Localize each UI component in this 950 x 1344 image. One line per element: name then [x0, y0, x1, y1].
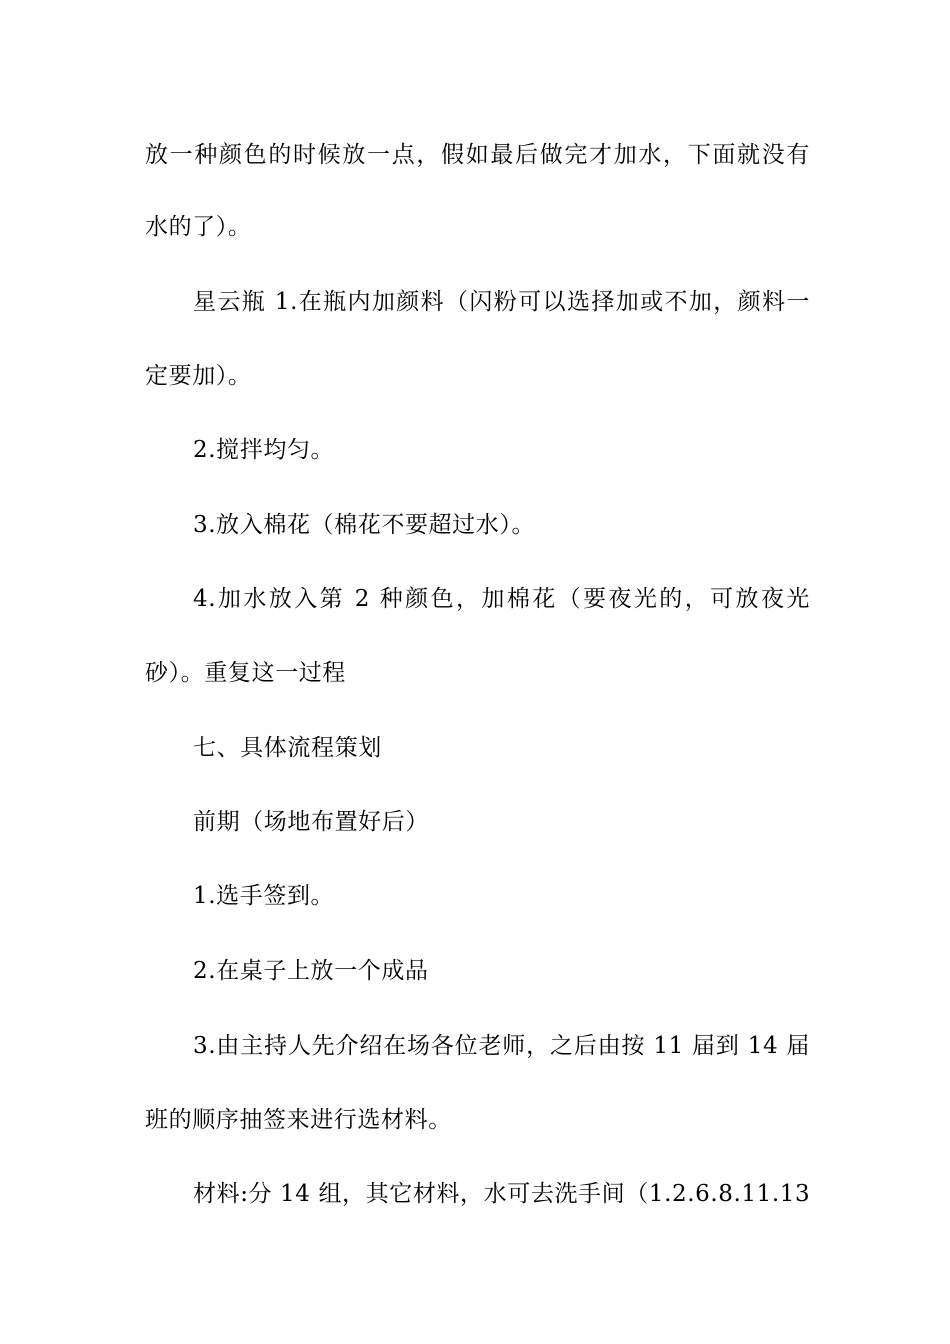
paragraph-line: 放一种颜色的时候放一点，假如最后做完才加水，下面就没有: [145, 142, 810, 168]
paragraph-line: 水的了）。: [145, 214, 252, 240]
paragraph-line: 2.搅拌均匀。: [193, 437, 335, 463]
paragraph-line: 2.在桌子上放一个成品: [193, 958, 429, 984]
section-heading: 七、具体流程策划: [193, 735, 382, 761]
paragraph-line: 前期（场地布置好后）: [193, 809, 429, 835]
paragraph-line: 3.由主持人先介绍在场各位老师，之后由按 11 届到 14 届: [193, 1033, 810, 1059]
paragraph-line: 班的顺序抽签来进行选材料。: [145, 1107, 452, 1133]
paragraph-line: 星云瓶 1.在瓶内加颜料（闪粉可以选择加或不加，颜料一: [193, 289, 810, 315]
paragraph-line: 1.选手签到。: [193, 883, 335, 909]
paragraph-line: 3.放入棉花（棉花不要超过水）。: [193, 512, 536, 538]
paragraph-line: 定要加）。: [145, 363, 252, 389]
paragraph-line: 砂）。重复这一过程: [145, 660, 346, 686]
paragraph-line: 4.加水放入第 2 种颜色，加棉花（要夜光的，可放夜光: [193, 586, 810, 612]
paragraph-line: 材料:分 14 组，其它材料，水可去洗手间（1.2.6.8.11.13: [193, 1181, 811, 1207]
